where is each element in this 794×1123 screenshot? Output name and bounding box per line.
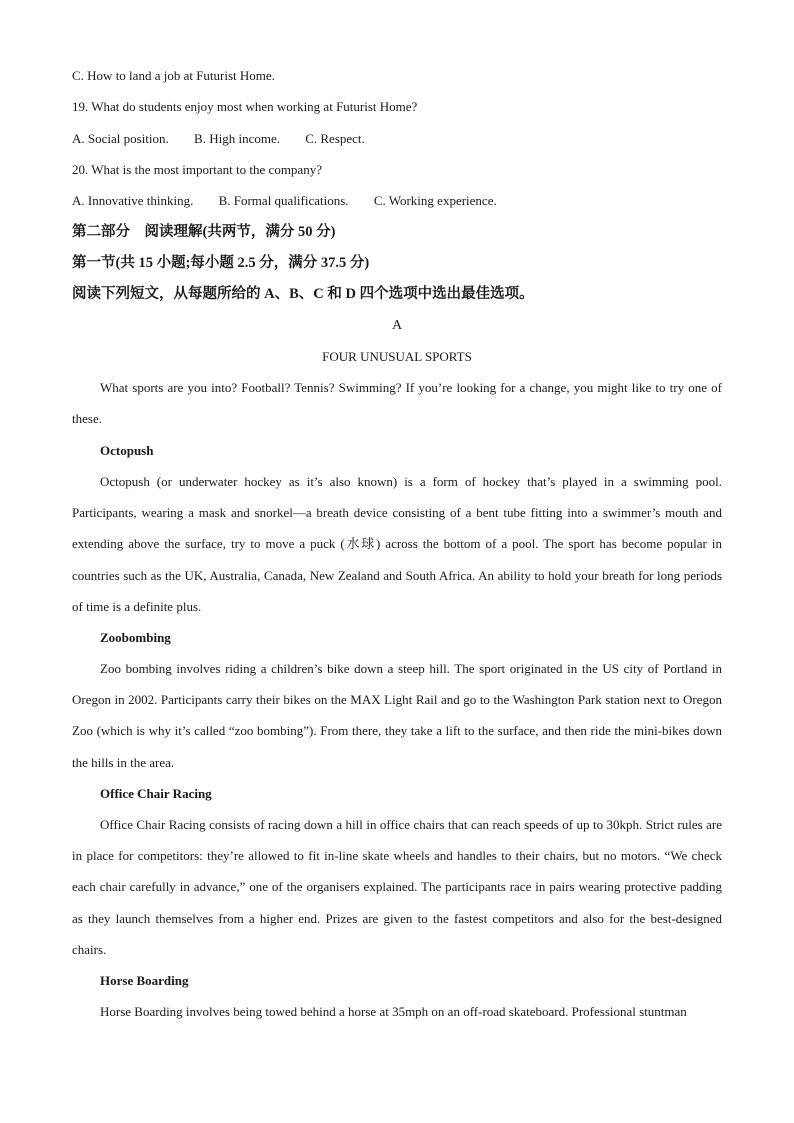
q19-option-c: C. Respect.	[305, 131, 365, 146]
q20-option-b: B. Formal qualifications.	[218, 193, 349, 208]
q20-option-a: A. Innovative thinking.	[72, 193, 194, 208]
section-heading-octopush: Octopush	[100, 443, 154, 458]
section-text-zoobombing: Zoo bombing involves riding a children’s bike down a steep hill. The sport originated in the US city of Portland in Oregon in 2002. Participants carry their bikes on the MAX Light Rail and go to the Washington Park station next to Oregon Zoo (which is why it’s called “zoo bombing”). From there, they take a lift to the surface, and then ride the mini-bikes down the hills in the area.	[72, 661, 722, 770]
subsection-title: 第一节(共 15 小题;每小题 2.5 分，满分 37.5 分)	[72, 255, 370, 271]
section-text-horse-boarding: Horse Boarding involves being towed behind a horse at 35mph on an off-road skateboard. Professional stuntman	[100, 1004, 687, 1019]
section-text-octopush: Octopush (or underwater hockey as it’s also known) is a form of hockey that’s played in a swimming pool. Participants, wearing a mask and snorkel—a breath device consisting of a bent tube fitting into a swimmer’s mouth and extending above the surface, try to move a puck (水球) across the bottom of a pool. The sport has become popular in countries such as the UK, Australia, Canada, New Zealand and South Africa. An ability to hold your breath for long periods of time is a definite plus.	[72, 474, 722, 614]
q19-options	[72, 131, 387, 147]
q19-question: 19. What do students enjoy most when working at Futurist Home?	[72, 99, 418, 114]
passage-label: A	[391, 318, 403, 333]
part-title: 第二部分 阅读理解(共两节，满分 50 分)	[72, 224, 336, 240]
q20-option-c: C. Working experience.	[373, 193, 497, 208]
q20-question: 20. What is the most important to the company?	[72, 162, 322, 177]
section-heading-horse-boarding: Horse Boarding	[100, 973, 189, 988]
section-text-office-chair-racing: Office Chair Racing consists of racing down a hill in office chairs that can reach speeds of up to 30kph. Strict rules are in place for competitors: they’re allowed to fit in-line skate wheels and handles to their chairs, but no motors. “We check each chair carefully in advance,” one of the organisers explained. The participants race in pairs wearing protective padding as they launch themselves from a higher end. Prizes are given to the fastest competitors and also for the best-designed chairs.	[72, 817, 722, 957]
intro-paragraph: What sports are you into? Football? Tennis? Swimming? If you’re looking for a change, you might like to try one of these.	[72, 380, 722, 427]
section-heading-zoobombing: Zoobombing	[100, 630, 171, 645]
q19-option-b: B. High income.	[194, 131, 280, 146]
instruction: 阅读下列短文，从每题所给的 A、B、C 和 D 四个选项中选出最佳选项。	[72, 286, 534, 302]
q20-options	[72, 193, 519, 209]
q19-option-a: A. Social position.	[72, 131, 169, 146]
section-heading-office-chair-racing: Office Chair Racing	[100, 786, 212, 801]
passage-title: FOUR UNUSUAL SPORTS	[322, 349, 472, 364]
q18-option-c: C. How to land a job at Futurist Home.	[72, 68, 275, 83]
